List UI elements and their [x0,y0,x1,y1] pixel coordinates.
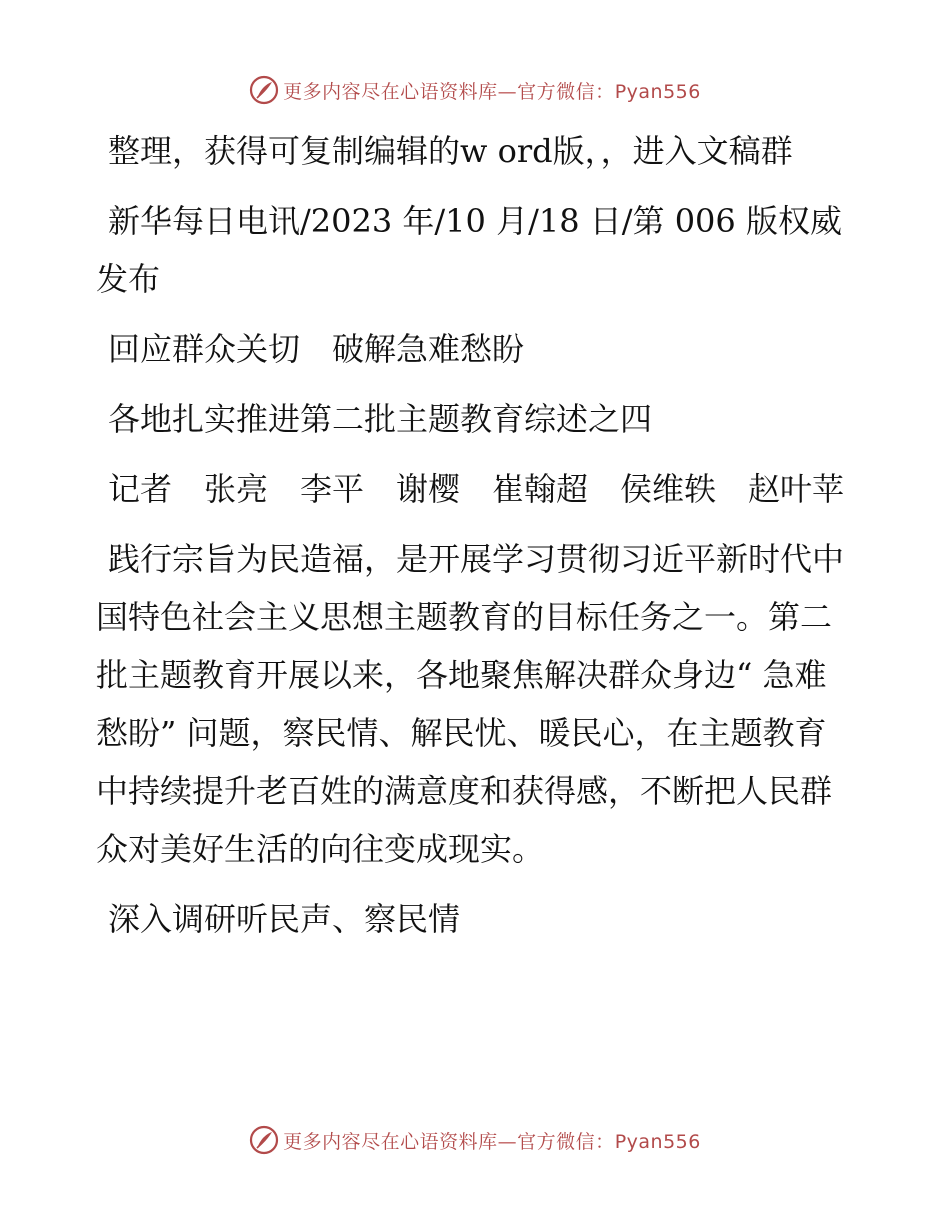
paragraph-2: 新华每日电讯/2023 年/10 月/18 日/第 006 版权威发布 [96,202,842,298]
byline: 记者 张亮 李平 谢樱 崔翰超 侯维轶 赵叶苹 [108,470,845,508]
paragraph-1: 整理，获得可复制编辑的w ord版，，进入文稿群 [108,132,793,170]
subheadline: 各地扎实推进第二批主题教育综述之四 [108,400,653,438]
document-body [96,122,856,960]
footer-watermark [0,1120,950,1160]
paragraph-body: 践行宗旨为民造福，是开展学习贯彻习近平新时代中国特色社会主义思想主题教育的目标任务之一。第二批主题教育开展以来，各地聚焦解决群众身边“ 急难愁盼” 问题，察民情、解民忧、暖民心，在主题教育中持续提升老百姓的满意度和获得感，不断把人民群众对美好生活的向往变成现实。 [96,540,845,868]
header-watermark [0,70,950,110]
headline: 回应群众关切 破解急难愁盼 [108,330,525,368]
feather-seal-icon [249,1125,279,1155]
watermark-text: 更多内容尽在心语资料库—官方微信：Pyan556 [283,1130,701,1153]
watermark-text: 更多内容尽在心语资料库—官方微信：Pyan556 [283,80,701,103]
section-heading: 深入调研听民声、察民情 [108,900,461,938]
feather-seal-icon [249,75,279,105]
